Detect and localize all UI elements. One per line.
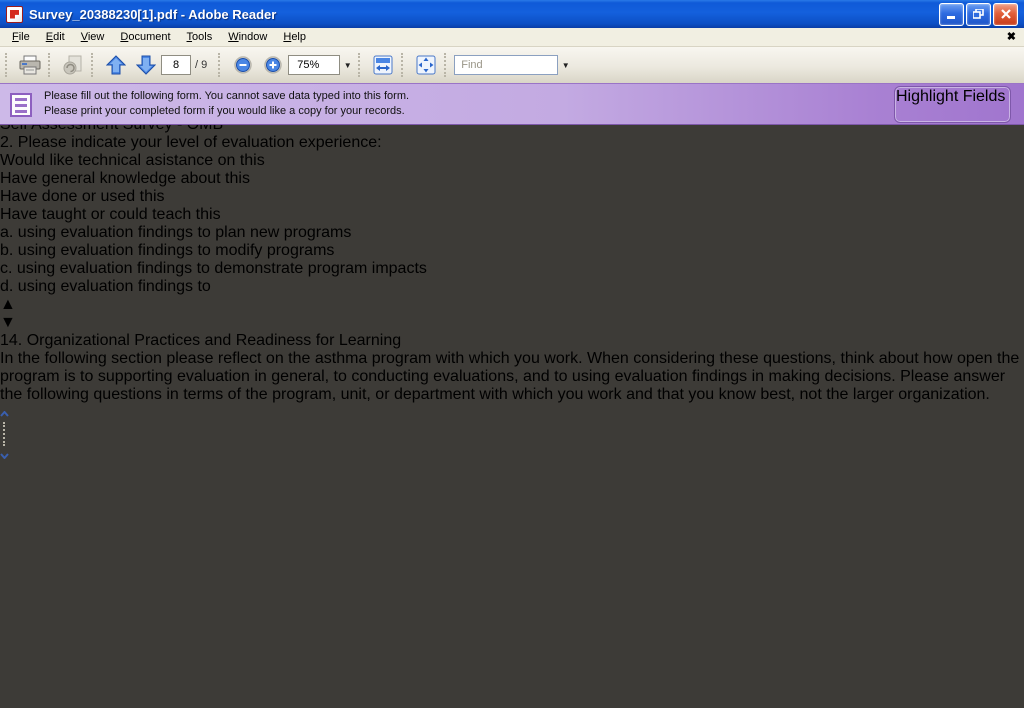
printer-icon (19, 55, 41, 75)
restore-button[interactable] (966, 3, 991, 26)
column-header: Have taught or could teach this (0, 206, 221, 223)
form-message-line1: Please fill out the following form. You cannot save data typed into this form. (44, 90, 410, 102)
toolbar-grip (444, 53, 451, 77)
menu-bar (0, 28, 1024, 47)
form-message-text (44, 89, 409, 119)
question14-paragraph: In the following section please reflect on the asthma program with which you work. When considering these questions, think about how open the program is to supporting evaluation in general, to conducting evaluations, and to using evaluation findings in making decisions. Please answer the following questions in terms of the program, unit, or department with which you work and that you know best, not the larger organization. (0, 350, 1020, 403)
zoom-level-value[interactable]: 75% (288, 55, 340, 75)
form-message-line2: Please print your completed form if you would like a copy for your records. (44, 105, 405, 117)
toolbar-grip (91, 53, 98, 77)
toolbar-grip (401, 53, 408, 77)
chevron-up-icon (0, 411, 9, 417)
zoom-in-button[interactable] (258, 51, 288, 79)
form-icon (10, 93, 32, 117)
table-row (0, 224, 1024, 242)
row-d-label: d. using evaluation findings to (0, 278, 211, 295)
fit-width-button[interactable] (368, 51, 398, 79)
comment-text-field[interactable] (0, 296, 1024, 332)
pdf-app-icon (6, 6, 23, 23)
arrow-up-icon (106, 55, 126, 75)
fit-page-button[interactable] (411, 51, 441, 79)
close-button[interactable] (993, 3, 1018, 26)
menu-view[interactable]: View (80, 31, 105, 43)
find-input[interactable]: Find (454, 55, 558, 75)
zoom-in-icon (264, 56, 282, 74)
share-review-button-disabled (58, 51, 88, 79)
menu-help[interactable]: Help (283, 31, 306, 43)
fit-width-icon (373, 55, 393, 75)
scroll-up-icon[interactable]: ▲ (0, 296, 16, 313)
table-row (0, 260, 1024, 278)
form-message-bar (0, 84, 1024, 125)
zoom-out-icon (234, 56, 252, 74)
next-page-button[interactable] (131, 51, 161, 79)
find-dropdown-caret-icon[interactable]: ▼ (561, 60, 570, 70)
row-label: a. using evaluation findings to plan new programs (0, 224, 352, 241)
rating-column-headers (0, 152, 1024, 224)
window-title: Survey_20388230[1].pdf - Adobe Reader (29, 6, 277, 22)
menu-tools[interactable]: Tools (186, 31, 213, 43)
highlight-fields-button[interactable] (895, 87, 1010, 122)
minimize-button[interactable] (939, 3, 964, 26)
highlight-fields-label: Highlight Fields (896, 88, 1006, 105)
table-row (0, 242, 1024, 260)
menubar-close-icon[interactable]: ✖ (1006, 31, 1016, 43)
scroll-down-icon[interactable]: ▼ (0, 314, 16, 331)
row-label: c. using evaluation findings to demonstrate program impacts (0, 260, 427, 277)
toolbar-grip (5, 53, 12, 77)
page-total-label: / 9 (195, 59, 208, 71)
vertical-scrollbar[interactable] (0, 404, 1024, 464)
column-header: Have general knowledge about this (0, 170, 250, 187)
menu-file[interactable]: File (12, 31, 30, 43)
toolbar (0, 47, 1024, 84)
share-review-icon (62, 55, 84, 75)
menu-document[interactable]: Document (120, 31, 171, 43)
fit-page-icon (416, 55, 436, 75)
page-number-input[interactable]: 8 (161, 55, 191, 75)
previous-page-button[interactable] (101, 51, 131, 79)
toolbar-grip (218, 53, 225, 77)
menu-edit[interactable]: Edit (45, 31, 65, 43)
question2-title: 2. Please indicate your level of evaluation experience: (0, 134, 382, 151)
comment-field-scrollbar[interactable] (0, 296, 1024, 332)
print-button[interactable] (15, 51, 45, 79)
title-bar (0, 0, 1024, 28)
scroll-up-button[interactable] (0, 404, 1024, 422)
arrow-down-icon (136, 55, 156, 75)
scroll-down-button[interactable] (0, 446, 1024, 464)
menu-window[interactable]: Window (228, 31, 268, 43)
chevron-down-icon (0, 453, 9, 459)
column-header: Would like technical asistance on this (0, 152, 265, 169)
question14-header: 14. Organizational Practices and Readiness for Learning (0, 332, 402, 349)
zoom-out-button[interactable] (228, 51, 258, 79)
toolbar-grip (48, 53, 55, 77)
toolbar-grip (358, 53, 365, 77)
pdf-page (0, 116, 1024, 404)
column-header: Have done or used this (0, 188, 165, 205)
question2-rows (0, 224, 1024, 278)
scrollbar-thumb[interactable] (0, 422, 1024, 446)
row-label: b. using evaluation findings to modify programs (0, 242, 335, 259)
zoom-dropdown-caret-icon[interactable]: ▼ (343, 60, 352, 70)
